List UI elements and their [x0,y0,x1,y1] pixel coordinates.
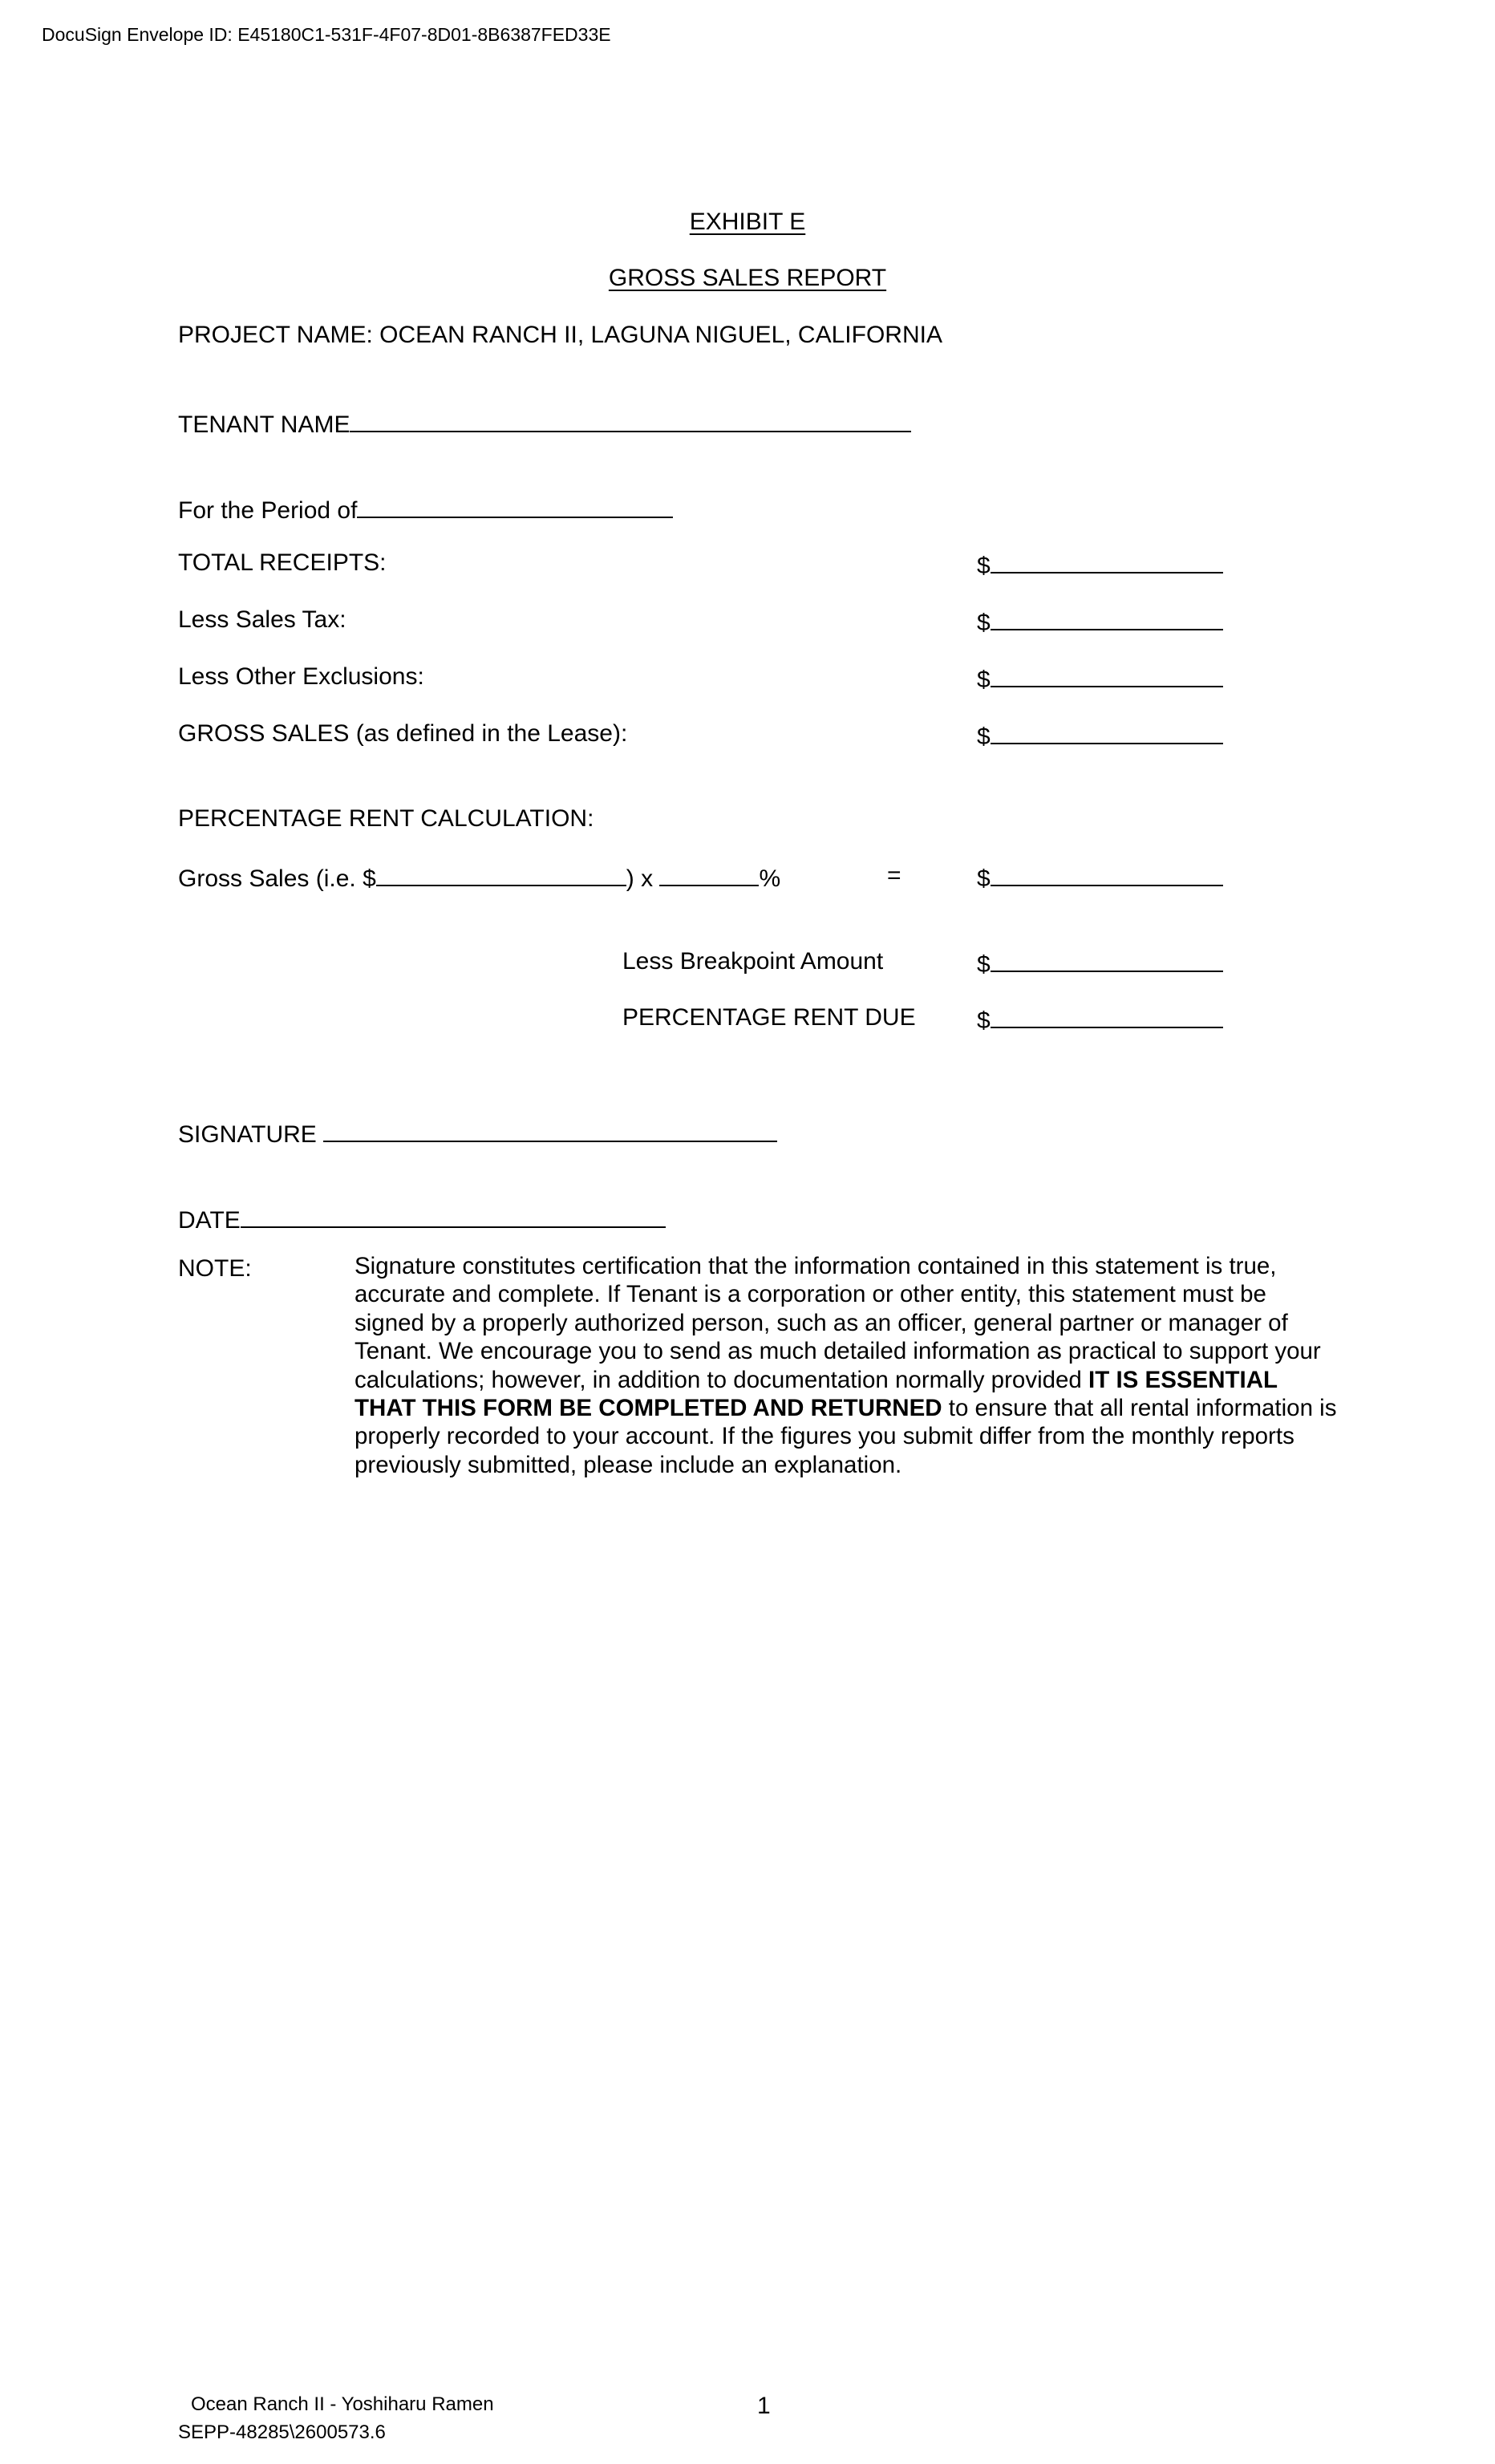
less-sales-tax-field[interactable] [991,608,1223,630]
rent-due-field[interactable] [991,1006,1223,1028]
total-receipts-label: TOTAL RECEIPTS: [178,549,387,576]
signature-field[interactable] [323,1120,777,1142]
gross-sales-field[interactable] [991,722,1223,744]
currency-symbol: $ [977,553,991,579]
less-other-exclusions-field[interactable] [991,665,1223,687]
tenant-name-field[interactable] [350,410,911,432]
currency-symbol: $ [977,1007,991,1034]
gross-sales-prefix: Gross Sales (i.e. $ [178,865,376,892]
less-other-exclusions-label: Less Other Exclusions: [178,663,424,690]
total-receipts-amount [977,551,1223,578]
tenant-name-label: TENANT NAME [178,411,350,438]
note-text [355,1252,1341,1479]
page-number: 1 [757,2393,771,2419]
less-sales-tax-amount [977,608,1223,635]
note-text-part1: Signature constitutes certification that the information contained in this statement is true, accurate and complete. If Tenant is a corporation or other entity, this statement must be signed by a properly authorized person, such as an officer, general partner or manager of Tenant. We encourage you to send as much detailed information as practical to support your calculations; however, in addition to documentation normally provided [355,1253,1321,1393]
note-text-bold: IT IS ESSENTIAL THAT THIS FORM BE COMPLETED AND RETURNED [355,1366,1278,1422]
percentage-rent-heading: PERCENTAGE RENT CALCULATION: [178,805,594,832]
less-breakpoint-amount [977,950,1223,977]
equals-sign: = [887,862,901,889]
gross-sales-calc-row [178,864,780,891]
tenant-name-row [178,410,911,437]
note-label: NOTE: [178,1255,252,1282]
date-label: DATE [178,1207,241,1234]
date-row [178,1206,666,1233]
multiply-text: ) x [626,865,654,892]
rent-due-label: PERCENTAGE RENT DUE [622,1004,916,1031]
rent-due-amount [977,1006,1223,1033]
signature-row [178,1120,777,1147]
note-text-part2: to ensure that all rental information is properly recorded to your account. If the figures you submit differ from the monthly reports previously submitted, please include an explanation. [355,1395,1337,1478]
percentage-rent-field[interactable] [991,864,1223,886]
percentage-rent-amount [977,864,1223,891]
envelope-id: DocuSign Envelope ID: E45180C1-531F-4F07-8D01-8B6387FED33E [42,24,611,45]
gross-sales-label: GROSS SALES (as defined in the Lease): [178,720,628,747]
total-receipts-field[interactable] [991,551,1223,573]
project-name: PROJECT NAME: OCEAN RANCH II, LAGUNA NIGUEL, CALIFORNIA [178,322,942,348]
date-field[interactable] [241,1206,666,1228]
less-breakpoint-field[interactable] [991,950,1223,972]
currency-symbol: $ [977,723,991,750]
currency-symbol: $ [977,610,991,636]
less-breakpoint-label: Less Breakpoint Amount [622,948,884,975]
exhibit-title: EXHIBIT E [689,209,806,235]
percent-sign: % [759,865,781,892]
period-row [178,496,673,523]
gross-sales-calc-field[interactable] [376,864,626,886]
currency-symbol: $ [977,667,991,693]
currency-symbol: $ [977,951,991,978]
signature-label: SIGNATURE [178,1121,317,1148]
footer-doc-id: SEPP-48285\2600573.6 [178,2421,386,2443]
less-sales-tax-label: Less Sales Tax: [178,606,346,633]
period-field[interactable] [357,496,673,518]
footer-project: Ocean Ranch II - Yoshiharu Ramen [191,2393,494,2415]
less-other-exclusions-amount [977,665,1223,692]
percent-field[interactable] [659,864,759,886]
currency-symbol: $ [977,865,991,892]
period-label: For the Period of [178,497,358,524]
gross-sales-amount [977,722,1223,749]
report-title: GROSS SALES REPORT [608,265,887,291]
